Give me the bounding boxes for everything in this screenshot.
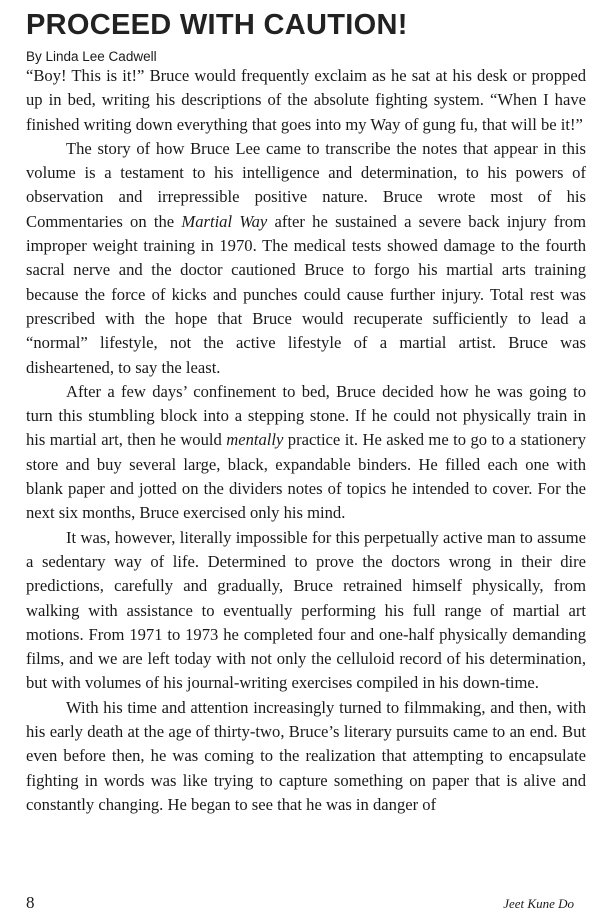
paragraph-1: “Boy! This is it!” Bruce would frequently exclaim as he sat at his desk or propped up in bed, writing his descriptions of the absolute fighting system. “When I have finished writing down everything that goes into my Way of gung fu, that will be it!” xyxy=(26,66,586,134)
paragraph-2 xyxy=(26,137,586,380)
paragraph-2-part-a: The story of how Bruce Lee came to transcribe the notes that appear in this volume is a testament to his intelligence and determination, to his powers of observation and irrepressible positive nature. Bruce wrote most of his Commentaries on the xyxy=(26,138,586,231)
paragraph-3-part-b: practice it. He asked me to go to a stationery store and buy several large, black, expandable binders. He filled each one with blank paper and jotted on the dividers notes of topics he intended to cover. For the next six months, Bruce exercised only his mind. xyxy=(26,430,586,523)
author-byline: By Linda Lee Cadwell xyxy=(26,49,157,64)
chapter-title: PROCEED WITH CAUTION! xyxy=(26,9,408,41)
paragraph-5: With his time and attention increasingly turned to filmmaking, and then, with his early death at the age of thirty-two, Bruce’s literary pursuits came to an end. But even before then, he was coming to the realization that attempting to encapsulate fighting in words was like trying to capture something on paper that is alive and constantly changing. He began to see that he was in danger of xyxy=(26,697,586,814)
page-number: 8 xyxy=(26,893,35,912)
paragraph-3-part-a: After a few days’ confinement to bed, Bruce decided how he was going to turn this stumbling block into a stepping stone. If he could not physically train in his martial art, then he would xyxy=(26,381,586,450)
running-title: Jeet Kune Do xyxy=(503,896,574,911)
book-title-emphasis: Martial Way xyxy=(181,211,268,231)
body-text xyxy=(26,64,586,817)
book-page xyxy=(26,0,586,922)
mentally-emphasis: mentally xyxy=(226,430,284,450)
paragraph-3 xyxy=(26,380,586,526)
paragraph-2-part-b: after he sustained a severe back injury from improper weight training in 1970. The medical tests showed damage to the fourth sacral nerve and the doctor cautioned Bruce to forgo his martial arts training because the force of kicks and punches could cause further injury. Total rest was prescribed with the hope that Bruce would recuperate sufficiently to lead a “normal” lifestyle, not the active lifestyle of a martial artist. Bruce was disheartened, to say the least. xyxy=(26,211,586,377)
paragraph-4: It was, however, literally impossible for this perpetually active man to assume a sedentary way of life. Determined to prove the doctors wrong in their dire predictions, carefully and gradually, Bruce retrained himself physically, from walking with assistance to eventually performing his full range of martial art motions. From 1971 to 1973 he completed four and one-half physically demanding films, and we are left today with not only the celluloid record of his determination, but with volumes of his journal-writing exercises compiled in his down-time. xyxy=(26,527,586,693)
